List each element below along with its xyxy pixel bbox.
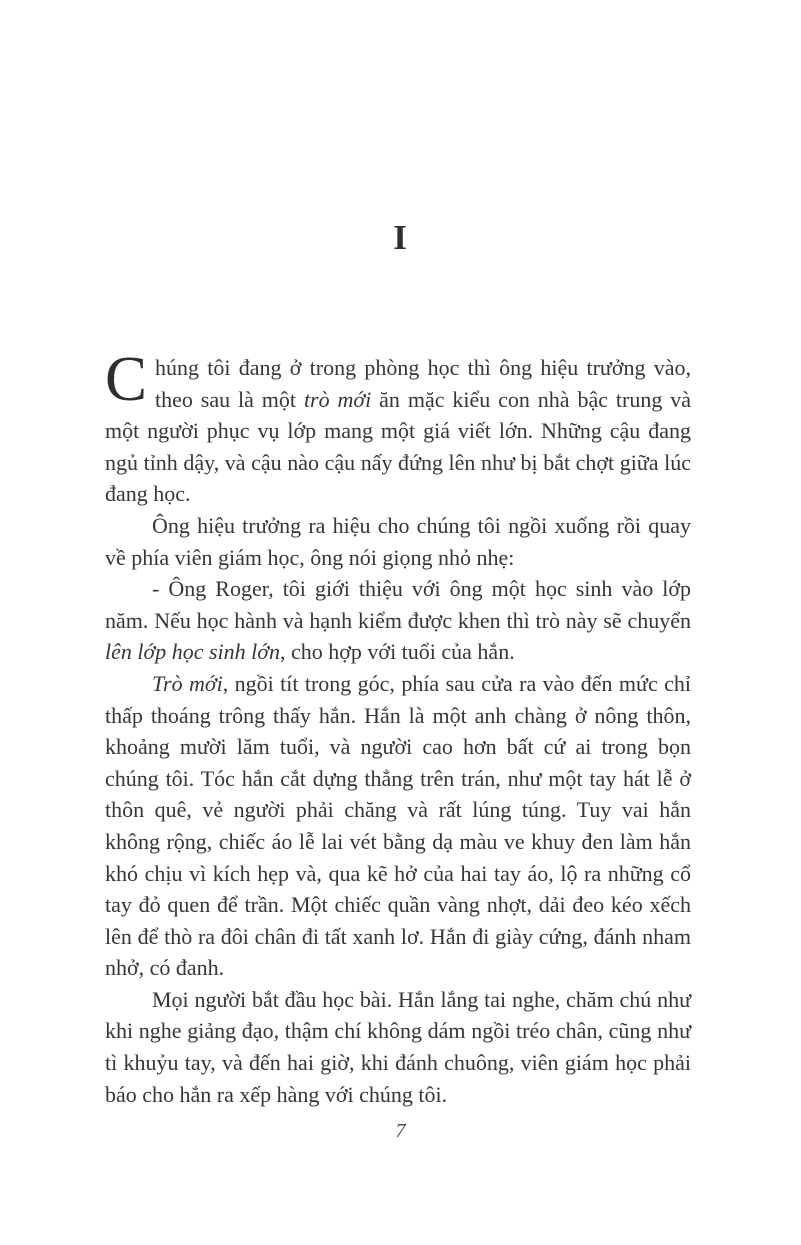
text-run-italic: lên lớp học sinh lớn (105, 639, 281, 665)
text-run: - Ông Roger, tôi giới thiệu với ông một học sinh vào lớp năm. Nếu học hành và hạnh kiểm được khen thì trò này sẽ chuyển (105, 576, 691, 633)
text-run: Ông hiệu trưởng ra hiệu cho chúng tôi ngồi xuống rồi quay về phía viên giám học, ông nói giọng nhỏ nhẹ: (105, 512, 691, 570)
paragraph-4 (105, 668, 691, 984)
text-run-italic: Trò mới (152, 670, 223, 696)
text-run: ăn mặc kiểu con nhà bậc trung và một người phục vụ lớp mang một giá viết lớn. Những cậu đang ngủ tỉnh dậy, và cậu nào cậu nấy đứng lên như bị bắt chợt giữa lúc đang học. (105, 386, 692, 507)
text-run: , ngồi tít trong góc, phía sau cửa ra vào đến mức chỉ thấp thoáng trông thấy hắn. Hắn là một anh chàng ở nông thôn, khoảng mười lăm tuổi, và người cao hơn bất cứ ai trong bọn chúng tôi. Tóc hắn cắt dựng thẳng trên trán, như một tay hát lễ ở thôn quê, vẻ người phải chăng và rất lúng túng. Tuy vai hắn không rộng, chiếc áo lễ lai vét bằng dạ màu ve khuy đen làm hắn khó chịu vì kích hẹp và, qua kẽ hở của hai tay áo, lộ ra những cổ tay đỏ quen để trần. Một chiếc quần vàng nhợt, dải đeo kéo xếch lên để thò ra đôi chân đi tất xanh lơ. Hắn đi giày cứng, đánh nham nhở, có đanh. (105, 670, 691, 981)
drop-cap: C (105, 344, 148, 414)
paragraph-3 (105, 573, 691, 668)
page-number: 7 (395, 1120, 406, 1142)
text-run-italic: trò mới (303, 386, 372, 412)
chapter-heading: I (393, 218, 408, 257)
text-run: Mọi người bắt đầu học bài. Hắn lắng tai nghe, chăm chú như khi nghe giảng đạo, thậm chí không dám ngồi tréo chân, cũng như tì khuỷu tay, và đến hai giờ, khi đánh chuông, viên giám học phải báo cho hắn ra xếp hàng với chúng tôi. (105, 986, 691, 1107)
paragraph-1 (105, 344, 692, 510)
paragraph-2 (105, 510, 691, 573)
text-run: , cho hợp với tuổi của hắn. (280, 639, 515, 665)
text-run: húng tôi đang ở trong phòng học thì ông hiệu trưởng vào, theo sau là một (155, 355, 691, 412)
paragraph-5 (105, 984, 691, 1110)
body-text (105, 344, 692, 1110)
